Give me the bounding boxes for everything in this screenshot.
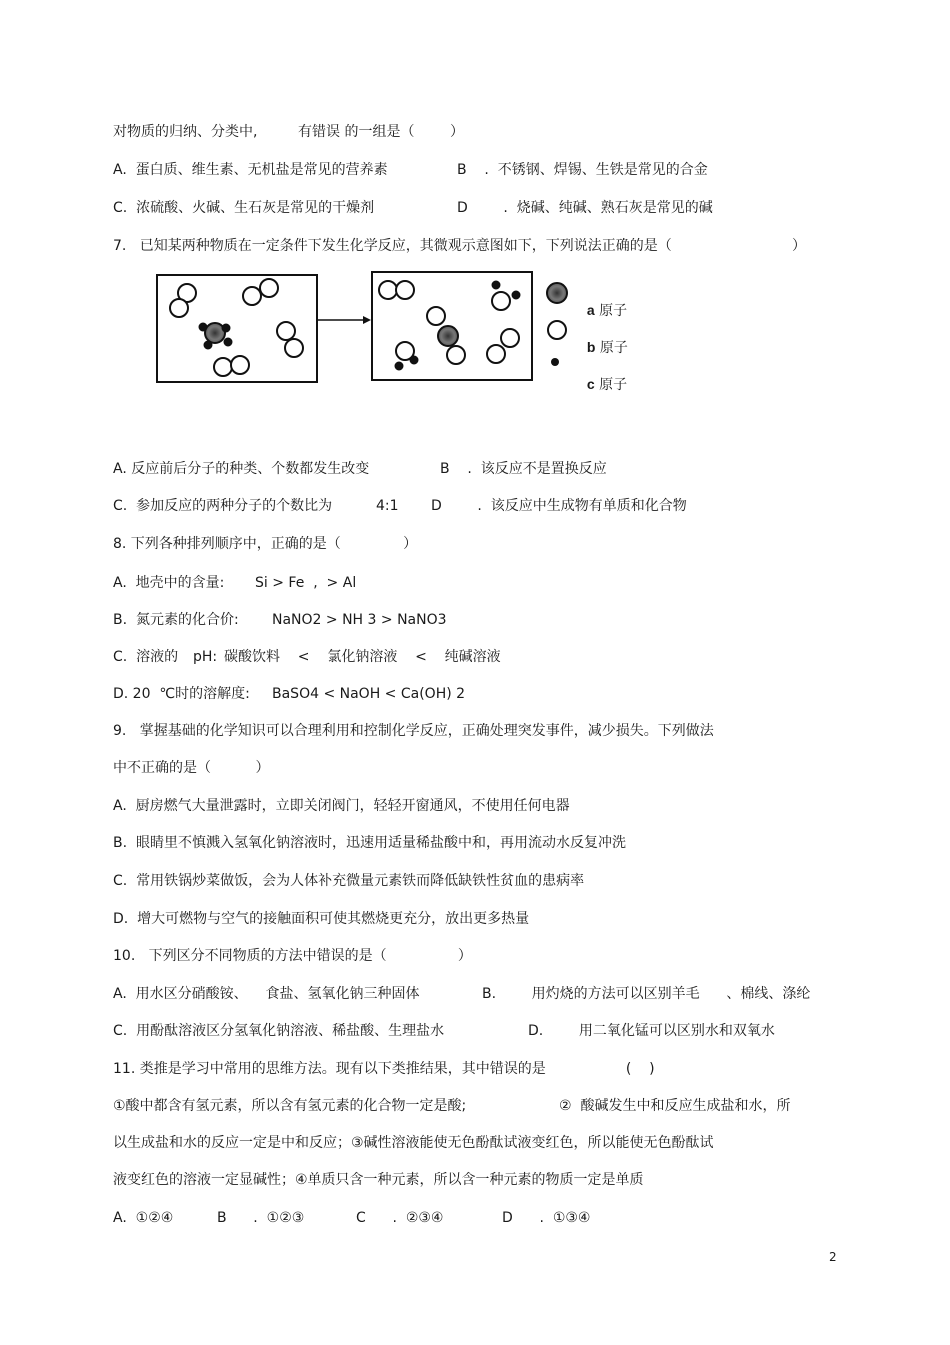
- q9-option-b: B. 眼睛里不慎溅入氢氧化钠溶液时，迅速用适量稀盐酸中和，再用流动水反复冲洗: [113, 835, 626, 851]
- legend-b-atom-icon: [548, 321, 566, 339]
- q6-option-a: A. 蛋白质、维生素、无机盐是常见的营养素: [113, 162, 388, 178]
- q6-option-c: C. 浓硫酸、火碱、生石灰是常见的干燥剂: [113, 200, 375, 216]
- q8-option-c-ph: pH:: [193, 649, 218, 665]
- q11-option-a: A. ①②④: [113, 1210, 174, 1226]
- q10-option-d: D. 用二氧化锰可以区别水和双氧水: [528, 1023, 775, 1039]
- q10-option-c: C. 用酚酞溶液区分氢氧化钠溶液、稀盐酸、生理盐水: [113, 1023, 445, 1039]
- q11-body-line2: 以生成盐和水的反应一定是中和反应；③碱性溶液能使无色酚酞试液变红色，所以能使无色酚酞试: [113, 1135, 714, 1151]
- q7-option-b: B . 该反应不是置换反应: [440, 461, 607, 477]
- page-number: 2: [829, 1250, 837, 1264]
- q8-option-a-value: Si > Fe , > Al: [255, 575, 357, 591]
- legend-a: a 原子: [586, 302, 628, 319]
- q11-body-line3: 液变红色的溶液一定显碱性；④单质只含一种元素，所以含一种元素的物质一定是单质: [113, 1172, 644, 1188]
- legend-b: b 原子: [586, 339, 628, 356]
- q10-stem: 10. 下列区分不同物质的方法中错误的是（ ）: [113, 948, 472, 964]
- legend-c-atom-icon: [551, 358, 559, 366]
- q8-option-c-label: C. 溶液的: [113, 649, 179, 665]
- q6-option-b: B . 不锈钢、焊锡、生铁是常见的合金: [457, 162, 708, 178]
- q8-option-c-value: 碳酸饮料 < 氯化钠溶液 < 纯碱溶液: [224, 649, 501, 665]
- reaction-diagram: [155, 270, 635, 385]
- q6-stem-b: 有错误 的一组是（ ）: [298, 124, 465, 140]
- q7-option-c: C. 参加反应的两种分子的个数比为: [113, 498, 333, 514]
- q9-stem-line2: 中不正确的是（ ）: [113, 760, 270, 776]
- q11-stem: 11. 类推是学习中常用的思维方法。现有以下类推结果，其中错误的是 ( ): [113, 1061, 655, 1077]
- q7-stem: 7. 已知某两种物质在一定条件下发生化学反应，其微观示意图如下，下列说法正确的是（: [113, 238, 672, 254]
- q10-option-a: A. 用水区分硝酸铵、 食盐、氢氧化钠三种固体: [113, 986, 420, 1002]
- q9-option-c: C. 常用铁锅炒菜做饭，会为人体补充微量元素铁而降低缺铁性贫血的患病率: [113, 873, 585, 889]
- q11-option-b: B . ①②③: [217, 1210, 305, 1226]
- q11-body-line1b: ② 酸碱发生中和反应生成盐和水，所: [559, 1098, 791, 1114]
- legend-c: c 原子: [586, 376, 628, 393]
- q8-option-b-value: NaNO2 > NH 3 > NaNO3: [272, 612, 447, 628]
- q9-option-d: D. 增大可燃物与空气的接触面积可使其燃烧更充分，放出更多热量: [113, 911, 530, 927]
- q10-option-b: B. 用灼烧的方法可以区别羊毛 、棉线、涤纶: [482, 986, 811, 1002]
- q11-option-d: D . ①③④: [502, 1210, 591, 1226]
- q8-stem: 8. 下列各种排列顺序中，正确的是（ ）: [113, 536, 418, 552]
- q7-option-d: D . 该反应中生成物有单质和化合物: [431, 498, 687, 514]
- q7-option-c-ratio: 4:1: [376, 498, 399, 514]
- legend-a-atom-icon: [547, 283, 567, 303]
- q8-option-a-label: A. 地壳中的含量:: [113, 575, 225, 591]
- q9-stem-line1: 9. 掌握基础的化学知识可以合理利用和控制化学反应，正确处理突发事件，减少损失。下列做法: [113, 723, 714, 739]
- q11-option-c: C . ②③④: [356, 1210, 444, 1226]
- q6-option-d: D . 烧碱、纯碱、熟石灰是常见的碱: [457, 200, 713, 216]
- q8-option-d-value: BaSO4 < NaOH < Ca(OH) 2: [272, 686, 466, 702]
- q11-body-line1a: ①酸中都含有氢元素，所以含有氢元素的化合物一定是酸;: [113, 1098, 467, 1114]
- q7-option-a: A. 反应前后分子的种类、个数都发生改变: [113, 461, 370, 477]
- q8-option-b-label: B. 氮元素的化合价:: [113, 612, 239, 628]
- q6-stem-a: 对物质的归纳、分类中,: [113, 124, 258, 140]
- q7-stem-close: ）: [792, 238, 806, 254]
- q9-option-a: A. 厨房燃气大量泄露时，立即关闭阀门，轻轻开窗通风，不使用任何电器: [113, 798, 570, 814]
- q8-option-d-label: D. 20 ℃时的溶解度:: [113, 686, 250, 702]
